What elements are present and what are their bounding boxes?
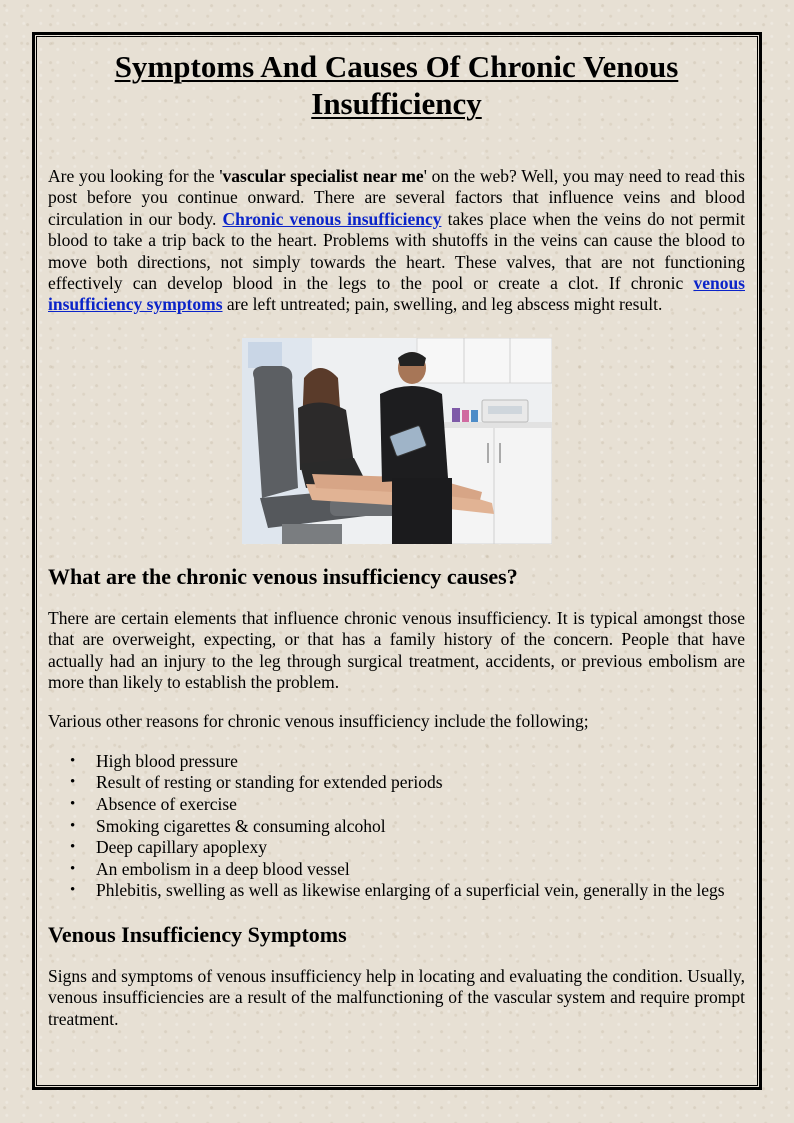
- list-item: • An embolism in a deep blood vessel: [96, 859, 745, 881]
- list-item: • Absence of exercise: [96, 794, 745, 816]
- photo-container: [48, 338, 745, 544]
- causes-list: [48, 751, 745, 902]
- symptoms-heading: Venous Insufficiency Symptoms: [48, 922, 347, 948]
- list-item: • Deep capillary apoplexy: [96, 837, 745, 859]
- intro-text-3: takes place when the veins do not permit blood to take a trip back to the heart. Problems with shutoffs in the veins can cause the blood to move both directions, not simply towards the heart. These valves, that are not functioning effectively can develop blood in the legs to the pool or create a clot. If chronic: [48, 208, 746, 294]
- venous-insufficiency-symptoms-link[interactable]: venous insufficiency symptoms: [48, 273, 745, 315]
- intro-text-4: are left untreated; pain, swelling, and leg abscess might result.: [222, 294, 663, 315]
- list-item: • Result of resting or standing for extended periods: [96, 772, 745, 794]
- chronic-venous-insufficiency-link[interactable]: Chronic venous insufficiency: [222, 208, 442, 229]
- list-item: • High blood pressure: [96, 751, 745, 773]
- intro-paragraph: [48, 166, 745, 316]
- causes-heading: What are the chronic venous insufficiency causes?: [48, 563, 518, 589]
- document-body: [48, 48, 745, 1030]
- causes-intro-paragraph: Various other reasons for chronic venous insufficiency include the following;: [48, 711, 589, 732]
- intro-bold-phrase: vascular specialist near me: [222, 166, 424, 186]
- list-item: • Phlebitis, swelling as well as likewise enlarging of a superficial vein, generally in the legs: [96, 880, 745, 902]
- page-title: Symptoms And Causes Of Chronic Venous Insufficiency: [114, 49, 679, 121]
- clinic-photo: [242, 338, 552, 544]
- causes-paragraph: There are certain elements that influence chronic venous insufficiency. It is typical amongst those that are overweight, expecting, or that has a family history of the concern. People that have actually had an injury to the leg through surgical treatment, accidents, or previous embolism are more than likely to establish the problem.: [48, 607, 745, 693]
- intro-text-1: Are you looking for the ': [48, 166, 223, 186]
- intro-text-2: ' on the web? Well, you may need to read this post before you continue onward. There are several factors that influence veins and blood circulation in our body.: [48, 166, 745, 229]
- symptoms-paragraph: Signs and symptoms of venous insufficiency help in locating and evaluating the condition. Usually, venous insufficiencies are a result of the malfunctioning of the vascular system and require prompt treatment.: [48, 966, 745, 1029]
- list-item: • Smoking cigarettes & consuming alcohol: [96, 816, 745, 838]
